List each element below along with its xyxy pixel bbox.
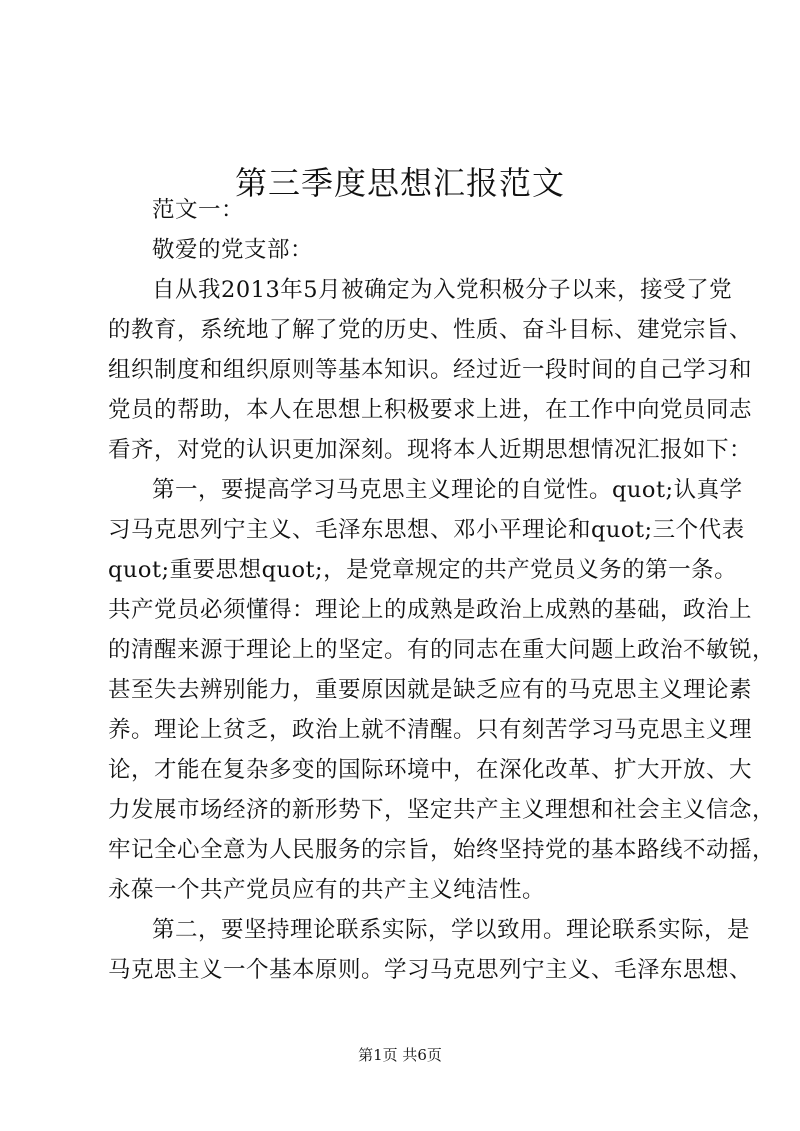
text-line: 党员的帮助，本人在思想上积极要求上进，在工作中向党员同志 bbox=[108, 397, 753, 423]
text-line: 甚至失去辨别能力，重要原因就是缺乏应有的马克思主义理论素 bbox=[108, 677, 753, 703]
text-line: 看齐，对党的认识更加深刻。现将本人近期思想情况汇报如下： bbox=[108, 437, 753, 463]
text-line: 的教育，系统地了解了党的历史、性质、奋斗目标、建党宗旨、 bbox=[108, 317, 753, 343]
text-line: 牢记全心全意为人民服务的宗旨，始终坚持党的基本路线不动摇， bbox=[108, 837, 776, 863]
salutation: 敬爱的党支部： bbox=[152, 237, 314, 263]
text-line: 养。理论上贫乏，政治上就不清醒。只有刻苦学习马克思主义理 bbox=[108, 717, 753, 743]
text-line: 第二，要坚持理论联系实际，学以致用。理论联系实际，是 bbox=[152, 917, 751, 943]
text-line: quot;重要思想quot;，是党章规定的共产党员义务的第一条。 bbox=[108, 557, 738, 583]
text-line: 自从我2013年5月被确定为入党积极分子以来，接受了党 bbox=[152, 277, 733, 303]
page-title: 第三季度思想汇报范文 bbox=[234, 164, 565, 203]
text-line: 永葆一个共产党员应有的共产主义纯洁性。 bbox=[108, 877, 546, 903]
section-heading: 范文一： bbox=[152, 197, 245, 223]
text-line: 第一，要提高学习马克思主义理论的自觉性。quot;认真学 bbox=[152, 477, 743, 503]
text-line: 习马克思列宁主义、毛泽东思想、邓小平理论和quot;三个代表 bbox=[108, 517, 745, 543]
text-line: 论，才能在复杂多变的国际环境中，在深化改革、扩大开放、大 bbox=[108, 757, 753, 783]
text-line: 马克思主义一个基本原则。学习马克思列宁主义、毛泽东思想、 bbox=[108, 957, 753, 983]
document-body bbox=[108, 190, 776, 990]
text-line: 组织制度和组织原则等基本知识。经过近一段时间的自己学习和 bbox=[108, 357, 753, 383]
text-line: 力发展市场经济的新形势下，坚定共产主义理想和社会主义信念， bbox=[108, 797, 776, 823]
page-footer: 第1页 共6页 bbox=[358, 1046, 442, 1064]
text-line: 共产党员必须懂得：理论上的成熟是政治上成熟的基础，政治上 bbox=[108, 597, 753, 623]
text-line: 的清醒来源于理论上的坚定。有的同志在重大问题上政治不敏锐， bbox=[108, 637, 776, 663]
